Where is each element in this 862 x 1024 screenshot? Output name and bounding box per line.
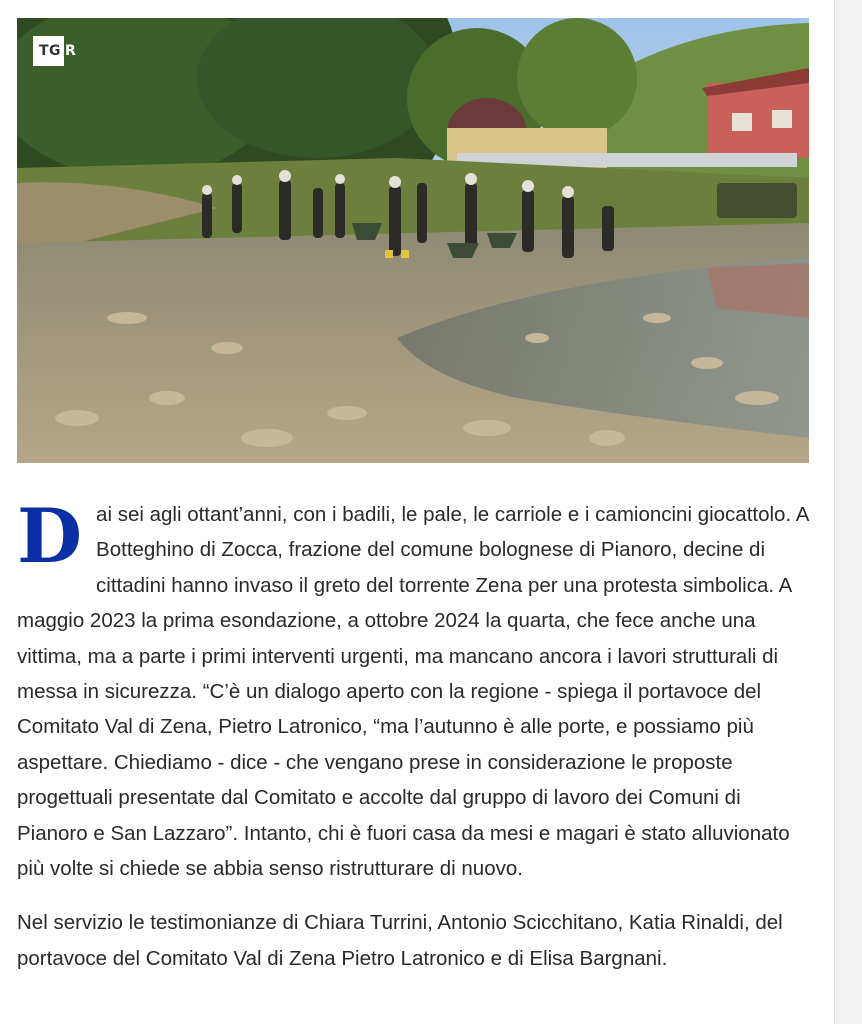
- paragraph-1-text: ai sei agli ottant’anni, con i badili, le pale, le carriole e i camioncini giocattolo. A Botteghino di Zocca, frazione del comune bolognese di Pianoro, decine di cittadini hanno invaso il greto del torrente Zena per una protesta simbolica. A maggio 2023 la prima esondazione, a ottobre 2024 la quarta, che fece anche una vittima, ma a parte i primi interventi urgenti, ma mancano ancora i lavori strutturali di messa in sicurezza. “C’è un dialogo aperto con la regione - spiega il portavoce del Comitato Val di Zena, Pietro Latronico, “ma l’autunno è alle porte, e possiamo più aspettare. Chiediamo - dice - che vengano prese in considerazione le proposte progettuali presentate dal Comitato e accolte dal gruppo di lavoro dei Comuni di Pianoro e San Lazzaro”. Intanto, chi è fuori casa da mesi e magari è stato alluvionato più volte si chiede se abbia senso ristrutturare di nuovo.: [17, 503, 809, 881]
- article-paragraph-2: Nel servizio le testimonianze di Chiara Turrini, Antonio Scicchitano, Katia Rinaldi, del portavoce del Comitato Val di Zena Pietro Latronico e di Elisa Bargnani.: [17, 911, 783, 970]
- tgr-logo-tail: R: [65, 43, 77, 59]
- riverbed-photo: [17, 18, 809, 463]
- article-body: [17, 492, 812, 976]
- drop-cap: D: [17, 492, 83, 580]
- article-paragraph-1: [17, 492, 812, 886]
- page-right-edge: [834, 0, 862, 1024]
- article-hero-image: [17, 18, 809, 463]
- tgr-logo-box: TG: [33, 36, 64, 66]
- tgr-logo: [33, 35, 76, 67]
